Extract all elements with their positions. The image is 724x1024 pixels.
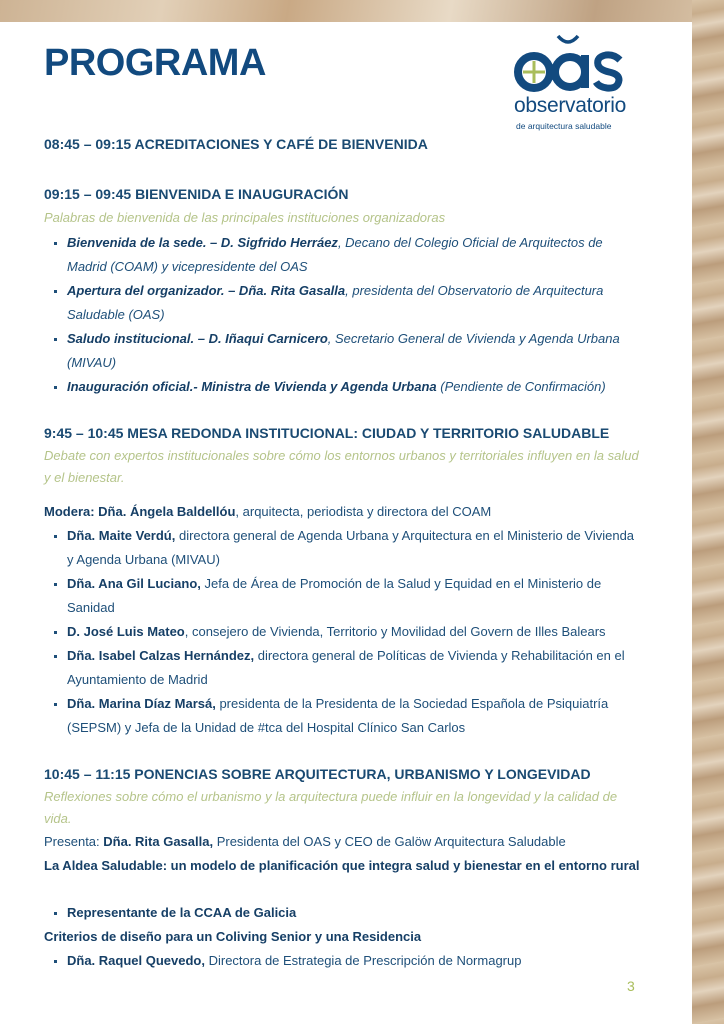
list-item [44,901,644,925]
list-item [44,327,644,375]
speaker-role: directora general de Políticas de Vivienda y Rehabilitación en el Ayuntamiento de Madrid [67,648,625,687]
speaker-role: , Secretario General de Vivienda y Agenda Urbana (MIVAU) [67,331,620,370]
list-item [44,231,644,279]
speaker-name: Inauguración oficial.- Ministra de Vivienda y Agenda Urbana [67,379,437,394]
section-description: Debate con expertos institucionales sobre cómo los entornos urbanos y territoriales influyen en la salud y el bienestar. [44,448,639,485]
speaker-name: Representante de la CCAA de Galicia [67,905,297,920]
list-item [44,620,644,644]
speaker-role: presidenta de la Presidenta de la Sociedad Española de Psiquiatría (SEPSM) y Jefa de la Unidad de #tca del Hospital Clínico San Carlos [67,696,609,735]
speaker-role: Directora de Estrategia de Prescripción de Normagrup [204,953,522,968]
list-item [44,644,644,692]
presenter-name: Dña. Rita Gasalla, [103,834,214,849]
wood-background [692,0,724,1024]
talk-title: La Aldea Saludable: un modelo de planificación que integra salud y bienestar en el entorno rural [44,858,640,873]
presenter-role: Presidenta del OAS y CEO de Galöw Arquitectura Saludable [213,834,566,849]
speaker-name: Dña. Ana Gil Luciano, [67,576,201,591]
list-item [44,279,644,327]
speaker-role: , consejero de Vivienda, Territorio y Movilidad del Govern de Illes Balears [184,624,606,639]
list-item [44,572,644,620]
moderator-line [44,500,644,524]
speaker-name: Apertura del organizador. – Dña. Rita Gasalla [67,283,346,298]
panelist-list [44,524,644,740]
section-description: Reflexiones sobre cómo el urbanismo y la arquitectura puede influir en la longevidad y la calidad de vida. [44,789,618,826]
section-header: 10:45 – 11:15 PONENCIAS SOBRE ARQUITECTURA, URBANISMO Y LONGEVIDAD [44,766,591,782]
list-item [44,949,644,973]
speaker-name: Dña. Isabel Calzas Hernández, [67,648,255,663]
section-header: 08:45 – 09:15 ACREDITACIONES Y CAFÉ DE BIENVENIDA [44,136,428,152]
speaker-name: Saludo institucional. – D. Iñaqui Carnicero [67,331,328,346]
talk-speaker-list [44,949,644,973]
section-header: 09:15 – 09:45 BIENVENIDA E INAUGURACIÓN [44,186,349,202]
logo-subtitle: de arquitectura saludable [516,121,612,131]
logo-wordmark: observatorio [514,94,626,117]
section-header: 9:45 – 10:45 MESA REDONDA INSTITUCIONAL: CIUDAD Y TERRITORIO SALUDABLE [44,425,610,441]
moderator-role: , arquitecta, periodista y directora del COAM [235,504,492,519]
speaker-role: (Pendiente de Confirmación) [436,379,606,394]
speaker-name: D. José Luis Mateo [67,624,185,639]
speaker-role: directora general de Agenda Urbana y Arquitectura en el Ministerio de Vivienda y Agenda Urbana (MIVAU) [67,528,635,567]
speaker-name: Bienvenida de la sede. – D. Sigfrido Herráez [67,235,338,250]
speaker-name: Dña. Marina Díaz Marsá, [67,696,216,711]
talk-title: Criterios de diseño para un Coliving Senior y una Residencia [44,929,422,944]
speaker-name: Dña. Raquel Quevedo, [67,953,205,968]
speaker-role: , Decano del Colegio Oficial de Arquitectos de Madrid (COAM) y vicepresidente del OAS [67,235,603,274]
list-item [44,524,644,572]
moderator-name: Modera: Dña. Ángela Baldellóu [44,504,236,519]
speaker-role: Jefa de Área de Promoción de la Salud y Equidad en el Ministerio de Sanidad [67,576,602,615]
presenter-label: Presenta: [44,834,104,849]
speaker-role: , presidenta del Observatorio de Arquitectura Saludable (OAS) [67,283,604,322]
page-title: PROGRAMA [44,42,266,84]
section-description: Palabras de bienvenida de las principales instituciones organizadoras [44,210,446,225]
speaker-name: Dña. Maite Verdú, [67,528,176,543]
presenter-line [44,830,644,854]
list-item [44,375,644,399]
talk-speaker-list [44,901,644,925]
page-number: 3 [627,978,635,994]
list-item [44,692,644,740]
oas-logo-mark-icon [512,28,628,96]
page-panel [0,22,692,1024]
speaker-list [44,231,644,399]
oas-logo [508,28,632,134]
